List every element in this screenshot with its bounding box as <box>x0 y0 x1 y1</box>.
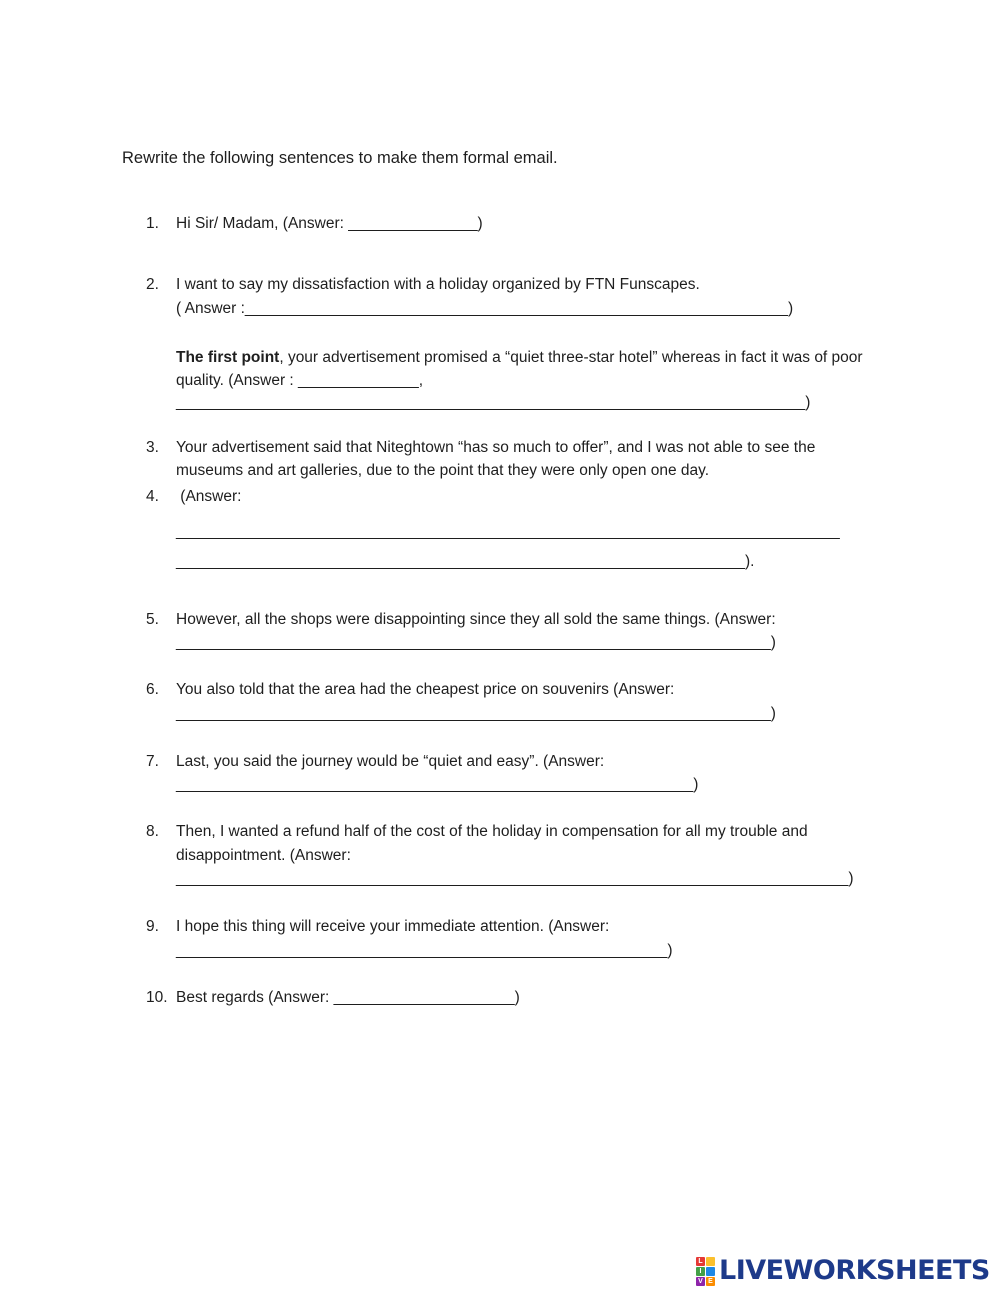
logo-block: I <box>696 1267 705 1276</box>
item-number: 10. <box>146 989 168 1006</box>
item-number: 6. <box>146 681 159 698</box>
first-point-answer-line[interactable]: quality. (Answer : ______________, <box>176 372 424 389</box>
item-7-line: Last, you said the journey would be “quiet and easy”. (Answer: <box>176 753 605 770</box>
item-6-answer-blank[interactable]: _____________________________________________________________________) <box>176 705 776 722</box>
logo-block <box>706 1267 715 1276</box>
item-6-line: You also told that the area had the cheapest price on souvenirs (Answer: <box>176 681 675 698</box>
item-number: 9. <box>146 918 159 935</box>
item-number: 1. <box>146 215 159 232</box>
item-5-answer-blank[interactable]: _____________________________________________________________________) <box>176 634 776 651</box>
item-8-line: disappointment. (Answer: <box>176 847 351 864</box>
logo-text: LIVEWORKSHEETS <box>719 1255 990 1286</box>
item-7-answer-blank[interactable]: ____________________________________________________________) <box>176 776 699 793</box>
item-number: 7. <box>146 753 159 770</box>
item-number: 2. <box>146 276 159 293</box>
first-point-line <box>176 348 863 368</box>
logo-block <box>706 1257 715 1266</box>
item-9-answer-blank[interactable]: _________________________________________________________) <box>176 942 673 959</box>
item-9-line: I hope this thing will receive your immediate attention. (Answer: <box>176 918 610 935</box>
item-1-line: Hi Sir/ Madam, (Answer: _______________) <box>176 215 483 232</box>
first-point-text: , your advertisement promised a “quiet three-star hotel” whereas in fact it was of poor <box>279 349 863 366</box>
item-2-line: I want to say my dissatisfaction with a holiday organized by FTN Funscapes. <box>176 276 700 293</box>
item-10-line[interactable]: Best regards (Answer: _____________________) <box>176 989 520 1006</box>
item-8-answer-blank[interactable]: ______________________________________________________________________________) <box>176 870 854 887</box>
first-point-answer-blank[interactable]: _________________________________________________________________________) <box>176 394 811 411</box>
item-number: 3. <box>146 439 159 456</box>
item-4-answer-blank[interactable]: _____________________________________________________________________________ <box>176 523 840 540</box>
item-5-line: However, all the shops were disappointing since they all sold the same things. (Answer: <box>176 611 776 628</box>
item-number: 8. <box>146 823 159 840</box>
item-number: 5. <box>146 611 159 628</box>
item-3-line: Your advertisement said that Niteghtown “has so much to offer”, and I was not able to see the <box>176 439 816 456</box>
liveworksheets-logo <box>696 1256 990 1286</box>
item-number: 4. <box>146 488 159 505</box>
item-8-line: Then, I wanted a refund half of the cost of the holiday in compensation for all my trouble and <box>176 823 808 840</box>
item-3-line: museums and art galleries, due to the point that they were only open one day. <box>176 462 710 479</box>
logo-block: E <box>706 1277 715 1286</box>
first-point-label: The first point <box>176 349 280 366</box>
item-2-answer-line[interactable]: ( Answer :_______________________________________________________________) <box>176 300 794 317</box>
logo-block: L <box>696 1257 705 1266</box>
logo-block: V <box>696 1277 705 1286</box>
item-4-answer-blank[interactable]: __________________________________________________________________). <box>176 553 755 570</box>
item-4-line: (Answer: <box>176 488 242 505</box>
logo-blocks-icon <box>696 1257 715 1286</box>
instruction-text: Rewrite the following sentences to make them formal email. <box>122 149 558 167</box>
